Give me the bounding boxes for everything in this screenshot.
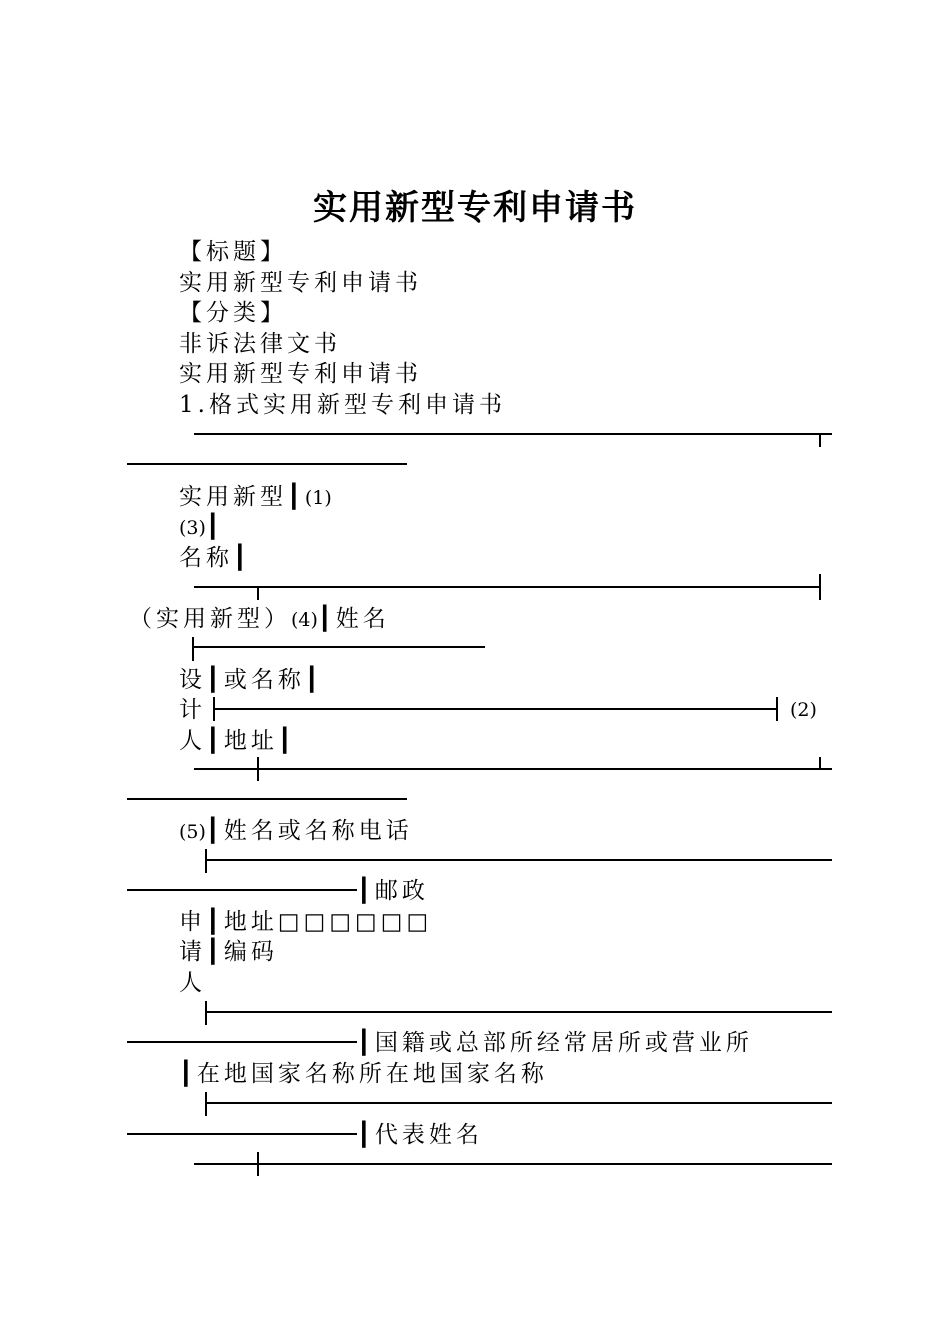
applicant-address-row: 申┃地址□□□□□□ — [179, 909, 433, 935]
form-rule-tick — [776, 697, 778, 721]
country-row: ┃在地国家名称所在地国家名称 — [179, 1061, 548, 1087]
form-rule-tick — [819, 757, 821, 768]
form-rule-tick — [257, 757, 259, 781]
form-rule-tick — [819, 574, 821, 600]
form-rule-tick — [205, 1001, 207, 1025]
form-rule — [127, 1133, 357, 1135]
form-rule-tick — [257, 1152, 259, 1176]
utility-model-label: 实用新型┃(1) — [179, 484, 332, 510]
applicant-name-phone-row: (5)┃姓名或名称电话 — [179, 818, 413, 844]
applicant-char-3: 人 — [179, 970, 206, 996]
form-rule — [127, 1041, 357, 1043]
designer-title-row: 设┃或名称┃ — [179, 667, 323, 693]
representative-row: ┃代表姓名 — [357, 1122, 483, 1148]
form-rule-tick — [257, 586, 259, 600]
designer-address-row: 人┃地址┃ — [179, 728, 296, 754]
document-title: 实用新型专利申请书 — [313, 188, 637, 228]
name-label-row: 名称┃ — [179, 545, 251, 571]
designer-row: （实用新型）(4)┃姓名 — [129, 606, 390, 632]
category-line-1: 非诉法律文书 — [179, 331, 341, 357]
form-rule-tick — [192, 637, 194, 661]
form-rule — [205, 1011, 832, 1013]
form-rule-tick — [819, 433, 821, 447]
form-rule — [205, 1102, 832, 1104]
form-rule-tick — [205, 849, 207, 873]
postal-code-row: 请┃编码 — [179, 939, 278, 965]
title-text: 实用新型专利申请书 — [179, 270, 422, 296]
nationality-row: ┃国籍或总部所经常居所或营业所 — [357, 1030, 753, 1056]
form-rule — [127, 463, 407, 465]
postal-row: ┃邮政 — [357, 878, 429, 904]
designer-char-2: 计 — [179, 697, 206, 723]
form-rule — [194, 1163, 832, 1165]
marker-3-row: (3)┃ — [179, 514, 224, 540]
form-rule — [127, 798, 407, 800]
form-rule — [194, 433, 832, 435]
form-rule — [194, 586, 821, 588]
form-rule — [194, 768, 832, 770]
title-heading: 【标题】 — [179, 239, 287, 265]
form-rule — [127, 889, 357, 891]
marker-2: (2) — [790, 699, 817, 721]
form-rule — [213, 708, 778, 710]
form-rule — [205, 859, 832, 861]
category-line-2: 实用新型专利申请书 — [179, 361, 422, 387]
format-heading: 1.格式实用新型专利申请书 — [179, 392, 506, 418]
form-rule — [192, 646, 485, 648]
category-heading: 【分类】 — [179, 300, 287, 326]
form-rule-tick — [205, 1092, 207, 1116]
